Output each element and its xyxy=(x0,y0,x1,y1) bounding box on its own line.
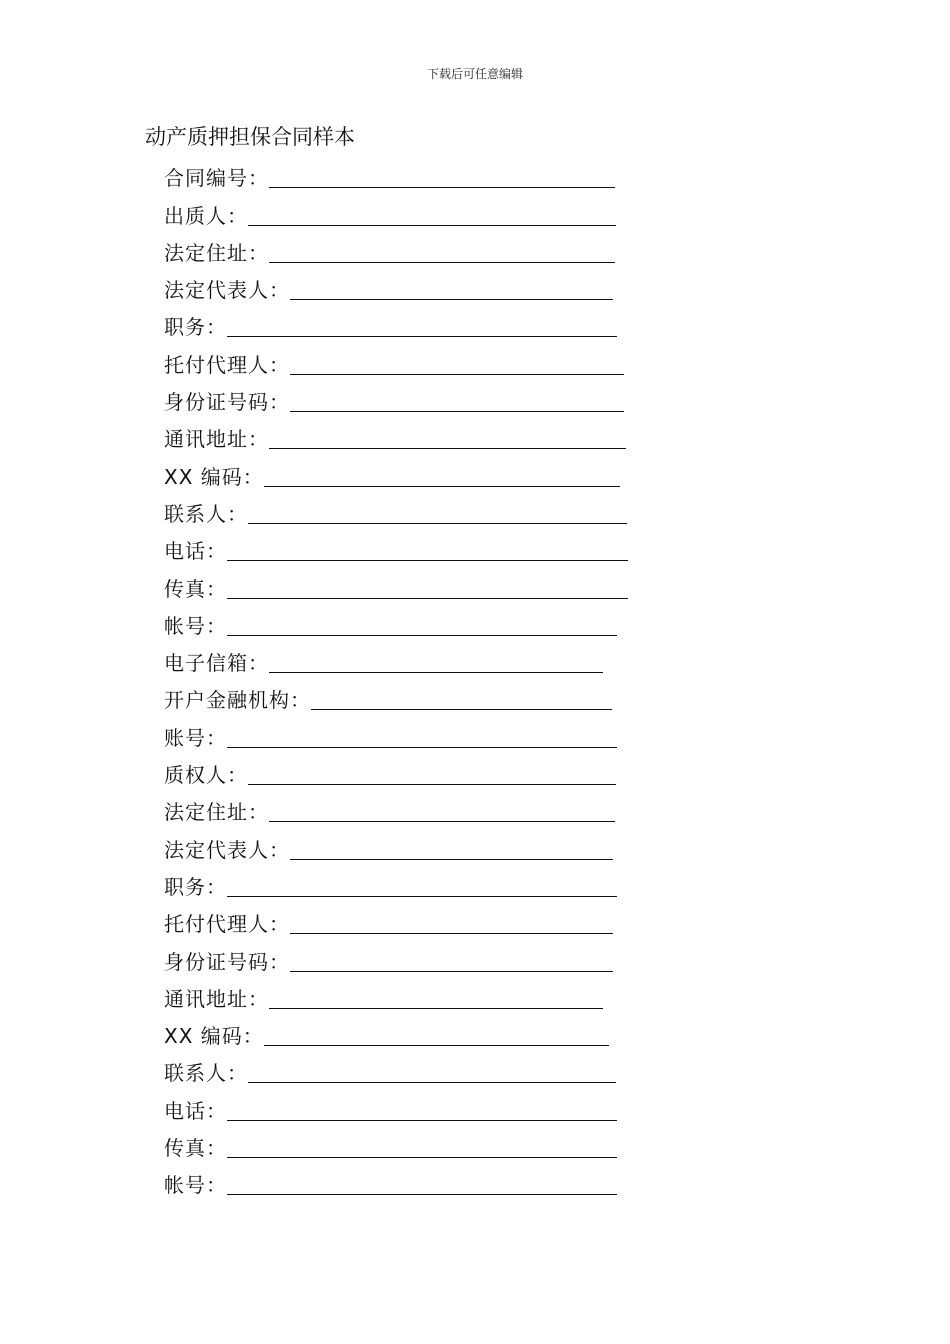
field-row-position-2 xyxy=(164,866,628,903)
field-label: 传真： xyxy=(164,1136,227,1161)
field-row-agent xyxy=(164,343,628,380)
field-label: 托付代理人： xyxy=(164,352,290,377)
field-label: 法定住址： xyxy=(164,240,269,265)
field-label: 电子信箱： xyxy=(164,651,269,676)
field-label: XX 编码： xyxy=(164,464,264,489)
blank-line[interactable] xyxy=(311,709,612,710)
blank-line[interactable] xyxy=(227,1194,617,1195)
field-label: 联系人： xyxy=(164,1061,248,1086)
field-row-postal-code-2 xyxy=(164,1015,628,1052)
field-row-phone-2 xyxy=(164,1089,628,1126)
field-row-account xyxy=(164,605,628,642)
field-label: 合同编号： xyxy=(164,166,269,191)
field-row-postal-code xyxy=(164,455,628,492)
document-title: 动产质押担保合同样本 xyxy=(145,125,355,149)
field-label: 通讯地址： xyxy=(164,427,269,452)
blank-line[interactable] xyxy=(227,336,617,337)
blank-line[interactable] xyxy=(269,1008,603,1009)
blank-line[interactable] xyxy=(269,448,626,449)
blank-line[interactable] xyxy=(264,1045,609,1046)
field-row-contact-2 xyxy=(164,1052,628,1089)
blank-line[interactable] xyxy=(269,821,615,822)
field-row-fax-2 xyxy=(164,1127,628,1164)
blank-line[interactable] xyxy=(248,1082,616,1083)
field-label: 法定代表人： xyxy=(164,837,290,862)
blank-line[interactable] xyxy=(248,784,616,785)
blank-line[interactable] xyxy=(264,486,620,487)
blank-line[interactable] xyxy=(269,187,615,188)
field-row-id-number xyxy=(164,381,628,418)
field-row-phone xyxy=(164,530,628,567)
field-label: 法定住址： xyxy=(164,800,269,825)
field-label: 质权人： xyxy=(164,763,248,788)
blank-line[interactable] xyxy=(248,523,627,524)
field-row-legal-address xyxy=(164,232,628,269)
field-row-agent-2 xyxy=(164,903,628,940)
field-row-mailing-address-2 xyxy=(164,978,628,1015)
field-label: XX 编码： xyxy=(164,1024,264,1049)
field-label: 身份证号码： xyxy=(164,949,290,974)
field-row-mailing-address xyxy=(164,418,628,455)
blank-line[interactable] xyxy=(290,933,613,934)
contract-fields xyxy=(164,157,628,1201)
blank-line[interactable] xyxy=(227,1157,617,1158)
blank-line[interactable] xyxy=(227,747,617,748)
blank-line[interactable] xyxy=(227,1120,617,1121)
blank-line[interactable] xyxy=(290,859,613,860)
field-label: 联系人： xyxy=(164,501,248,526)
blank-line[interactable] xyxy=(227,598,628,599)
field-row-legal-representative xyxy=(164,269,628,306)
blank-line[interactable] xyxy=(227,896,617,897)
field-label: 帐号： xyxy=(164,1173,227,1198)
field-label: 账号： xyxy=(164,725,227,750)
field-row-contract-number xyxy=(164,157,628,194)
field-label: 通讯地址： xyxy=(164,986,269,1011)
field-row-pledgor xyxy=(164,194,628,231)
blank-line[interactable] xyxy=(269,672,603,673)
field-label: 帐号： xyxy=(164,613,227,638)
blank-line[interactable] xyxy=(227,560,628,561)
blank-line[interactable] xyxy=(290,971,613,972)
field-row-email xyxy=(164,642,628,679)
field-row-pledgee xyxy=(164,754,628,791)
field-row-fax xyxy=(164,567,628,604)
blank-line[interactable] xyxy=(269,262,615,263)
field-label: 托付代理人： xyxy=(164,912,290,937)
field-label: 传真： xyxy=(164,576,227,601)
field-label: 职务： xyxy=(164,315,227,340)
field-label: 出质人： xyxy=(164,203,248,228)
field-label: 电话： xyxy=(164,539,227,564)
header-note: 下载后可任意编辑 xyxy=(426,67,523,81)
field-row-contact xyxy=(164,493,628,530)
field-row-bank xyxy=(164,679,628,716)
field-row-legal-address-2 xyxy=(164,791,628,828)
field-label: 身份证号码： xyxy=(164,390,290,415)
field-row-account-2 xyxy=(164,1164,628,1201)
field-label: 法定代表人： xyxy=(164,278,290,303)
blank-line[interactable] xyxy=(227,635,617,636)
field-row-id-number-2 xyxy=(164,940,628,977)
blank-line[interactable] xyxy=(290,411,624,412)
blank-line[interactable] xyxy=(290,299,613,300)
field-label: 职务： xyxy=(164,874,227,899)
field-label: 电话： xyxy=(164,1098,227,1123)
field-row-position xyxy=(164,306,628,343)
blank-line[interactable] xyxy=(290,374,624,375)
field-label: 开户金融机构： xyxy=(164,688,311,713)
field-row-legal-representative-2 xyxy=(164,828,628,865)
field-row-bank-account xyxy=(164,716,628,753)
blank-line[interactable] xyxy=(248,225,616,226)
